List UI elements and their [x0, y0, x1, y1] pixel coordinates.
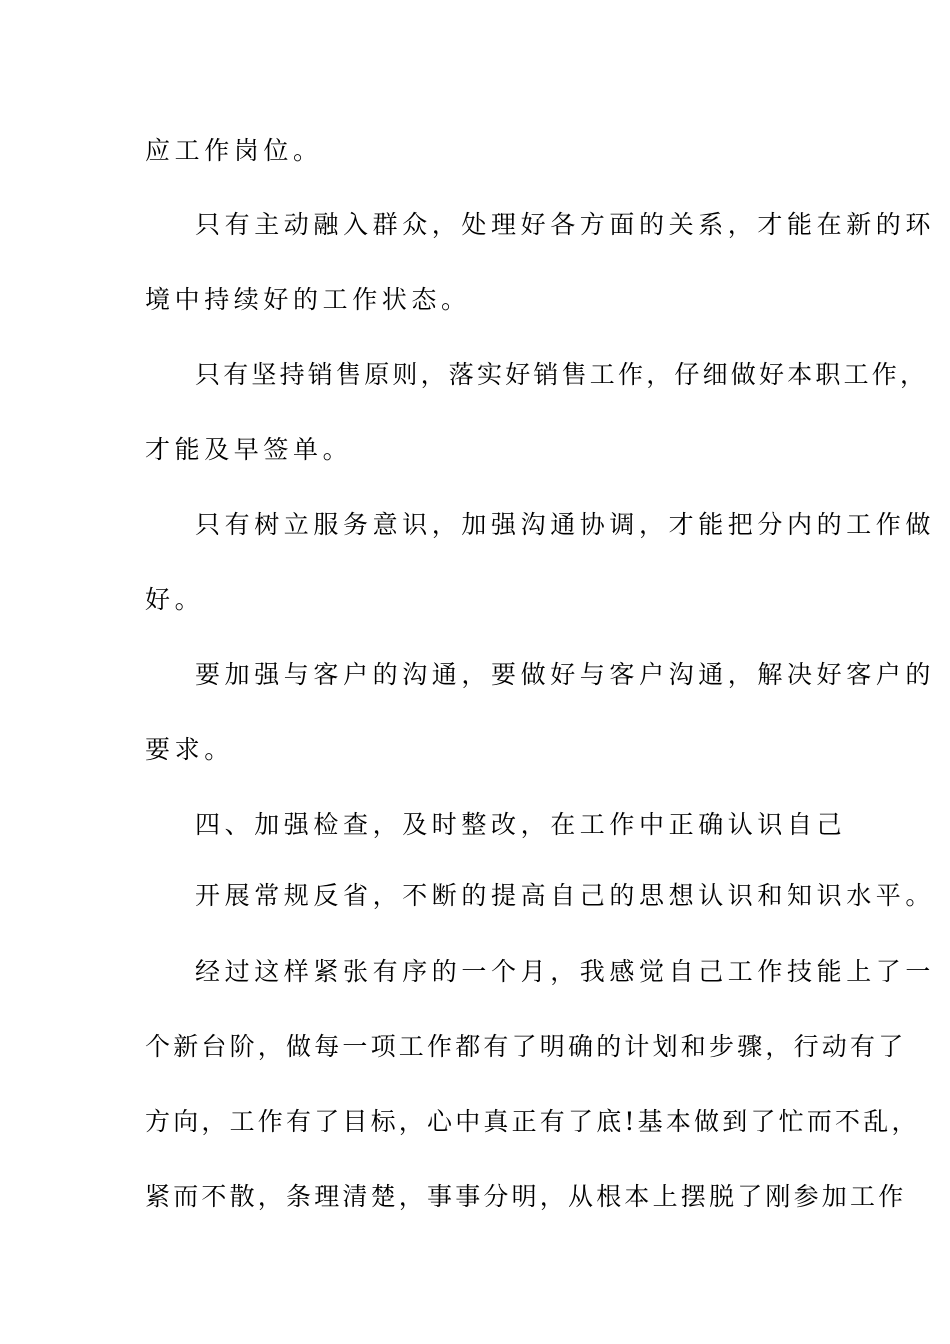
paragraph-line: 只有主动融入群众，处理好各方面的关系，才能在新的环	[195, 210, 936, 239]
paragraph-line: 才能及早签单。	[145, 435, 353, 464]
paragraph-line: 只有树立服务意识，加强沟通协调，才能把分内的工作做	[195, 510, 936, 539]
paragraph-line: 开展常规反省，不断的提高自己的思想认识和知识水平。	[195, 881, 936, 910]
paragraph-line: 境中持续好的工作状态。	[145, 285, 471, 314]
paragraph-line: 紧而不散，条理清楚，事事分明，从根本上摆脱了刚参加工作	[145, 1182, 907, 1211]
paragraph-line: 应工作岗位。	[145, 136, 323, 165]
paragraph-line: 方向，工作有了目标，心中真正有了底!基本做到了忙而不乱，	[145, 1107, 920, 1136]
paragraph-line: 要加强与客户的沟通，要做好与客户沟通，解决好客户的	[195, 660, 936, 689]
section-heading: 四、加强检查，及时整改，在工作中正确认识自己	[195, 810, 847, 839]
paragraph-line: 要求。	[145, 735, 234, 764]
paragraph-line: 好。	[145, 585, 205, 614]
paragraph-line: 只有坚持销售原则，落实好销售工作，仔细做好本职工作，	[195, 360, 929, 389]
paragraph-line: 个新台阶，做每一项工作都有了明确的计划和步骤，行动有了	[145, 1032, 907, 1061]
paragraph-line: 经过这样紧张有序的一个月，我感觉自己工作技能上了一	[195, 957, 936, 986]
